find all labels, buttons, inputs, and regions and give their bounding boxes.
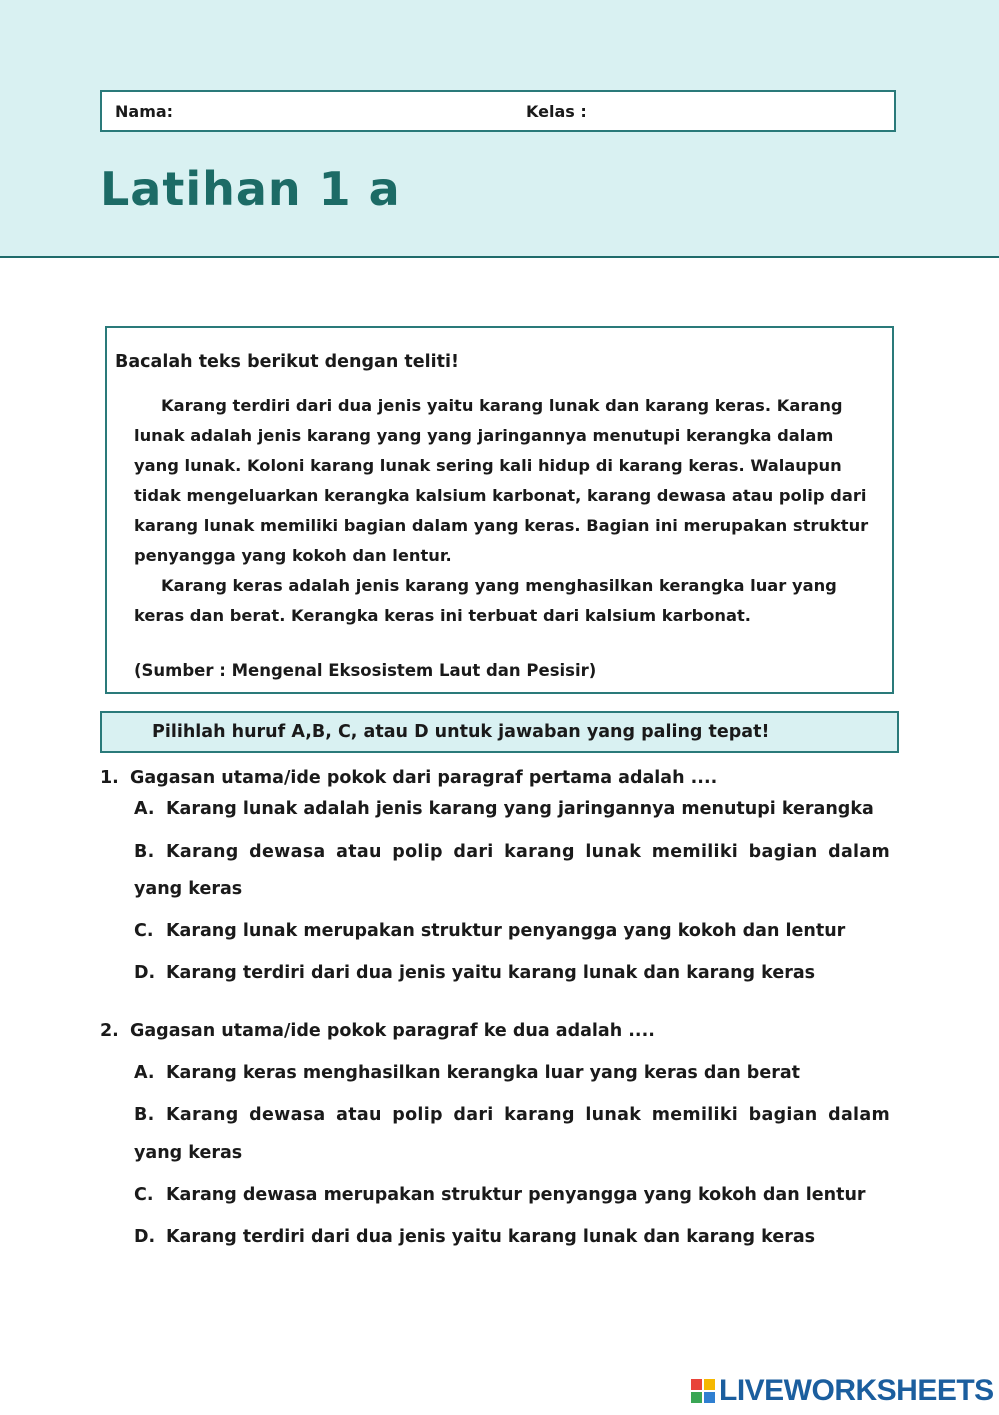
option-letter: B. xyxy=(134,842,155,862)
option-letter: B. xyxy=(134,1105,155,1125)
student-info-box xyxy=(100,90,896,132)
option-letter: A. xyxy=(134,799,155,819)
reading-instruction: Bacalah teks berikut dengan teliti! xyxy=(115,352,459,372)
question-1 xyxy=(100,768,890,983)
option-text: Karang lunak adalah jenis karang yang jaringannya menutupi kerangka xyxy=(166,799,874,819)
logo-square-green xyxy=(691,1392,702,1403)
question-stem xyxy=(100,1021,890,1041)
option-b[interactable] xyxy=(134,842,890,862)
question-number: 1. xyxy=(100,768,119,788)
question-number: 2. xyxy=(100,1021,119,1041)
option-b-continuation: yang keras xyxy=(134,1143,243,1163)
option-d[interactable] xyxy=(134,963,890,983)
option-c[interactable] xyxy=(134,921,890,941)
logo-square-red xyxy=(691,1379,702,1390)
class-label: Kelas : xyxy=(526,102,587,121)
question-text: Gagasan utama/ide pokok paragraf ke dua adalah .... xyxy=(130,1021,655,1041)
option-letter: D. xyxy=(134,963,156,983)
option-d[interactable] xyxy=(134,1227,890,1247)
option-text: Karang keras menghasilkan kerangka luar yang keras dan berat xyxy=(166,1063,800,1083)
option-text: Karang dewasa merupakan struktur penyangga yang kokoh dan lentur xyxy=(166,1185,866,1205)
name-label: Nama: xyxy=(115,102,174,121)
option-b[interactable] xyxy=(134,1105,890,1125)
page-title: Latihan 1 a xyxy=(100,162,401,216)
option-letter: A. xyxy=(134,1063,155,1083)
logo-text: LIVEWORKSHEETS xyxy=(719,1374,994,1407)
logo-square-yellow xyxy=(704,1379,715,1390)
option-letter: D. xyxy=(134,1227,156,1247)
option-text: Karang dewasa atau polip dari karang lunak memiliki bagian dalam xyxy=(166,842,890,862)
question-2 xyxy=(100,1021,890,1247)
logo-grid-icon xyxy=(691,1379,715,1403)
option-a[interactable] xyxy=(134,799,890,819)
reading-passage-box xyxy=(105,326,894,694)
reading-text xyxy=(134,391,874,631)
option-c[interactable] xyxy=(134,1185,890,1205)
paragraph-2: Karang keras adalah jenis karang yang menghasilkan kerangka luar yang keras dan berat. Kerangka keras ini terbuat dari kalsium karbonat. xyxy=(134,576,837,625)
source-citation: (Sumber : Mengenal Eksosistem Laut dan Pesisir) xyxy=(134,661,597,680)
logo-square-blue xyxy=(704,1392,715,1403)
option-text: Karang dewasa atau polip dari karang lunak memiliki bagian dalam xyxy=(166,1105,890,1125)
paragraph-1: Karang terdiri dari dua jenis yaitu karang lunak dan karang keras. Karang lunak adalah jenis karang yang yang jaringannya menutupi kerangka dalam yang lunak. Koloni karang lunak sering kali hidup di karang keras. Walaupun tidak mengeluarkan kerangka kalsium karbonat, karang dewasa atau polip dari karang lunak memiliki bagian dalam yang keras. Bagian ini merupakan struktur penyangga yang kokoh dan lentur. xyxy=(134,396,869,565)
option-text: Karang terdiri dari dua jenis yaitu karang lunak dan karang keras xyxy=(166,1227,816,1247)
instruction-box xyxy=(100,711,899,753)
option-letter: C. xyxy=(134,921,154,941)
option-text: Karang lunak merupakan struktur penyangga yang kokoh dan lentur xyxy=(166,921,846,941)
instruction-text: Pilihlah huruf A,B, C, atau D untuk jawaban yang paling tepat! xyxy=(152,722,770,742)
question-stem xyxy=(100,768,890,788)
option-text: Karang terdiri dari dua jenis yaitu karang lunak dan karang keras xyxy=(166,963,816,983)
liveworksheets-logo xyxy=(691,1374,994,1408)
option-b-continuation: yang keras xyxy=(134,879,243,899)
option-a[interactable] xyxy=(134,1063,890,1083)
option-letter: C. xyxy=(134,1185,154,1205)
question-text: Gagasan utama/ide pokok dari paragraf pertama adalah .... xyxy=(130,768,718,788)
